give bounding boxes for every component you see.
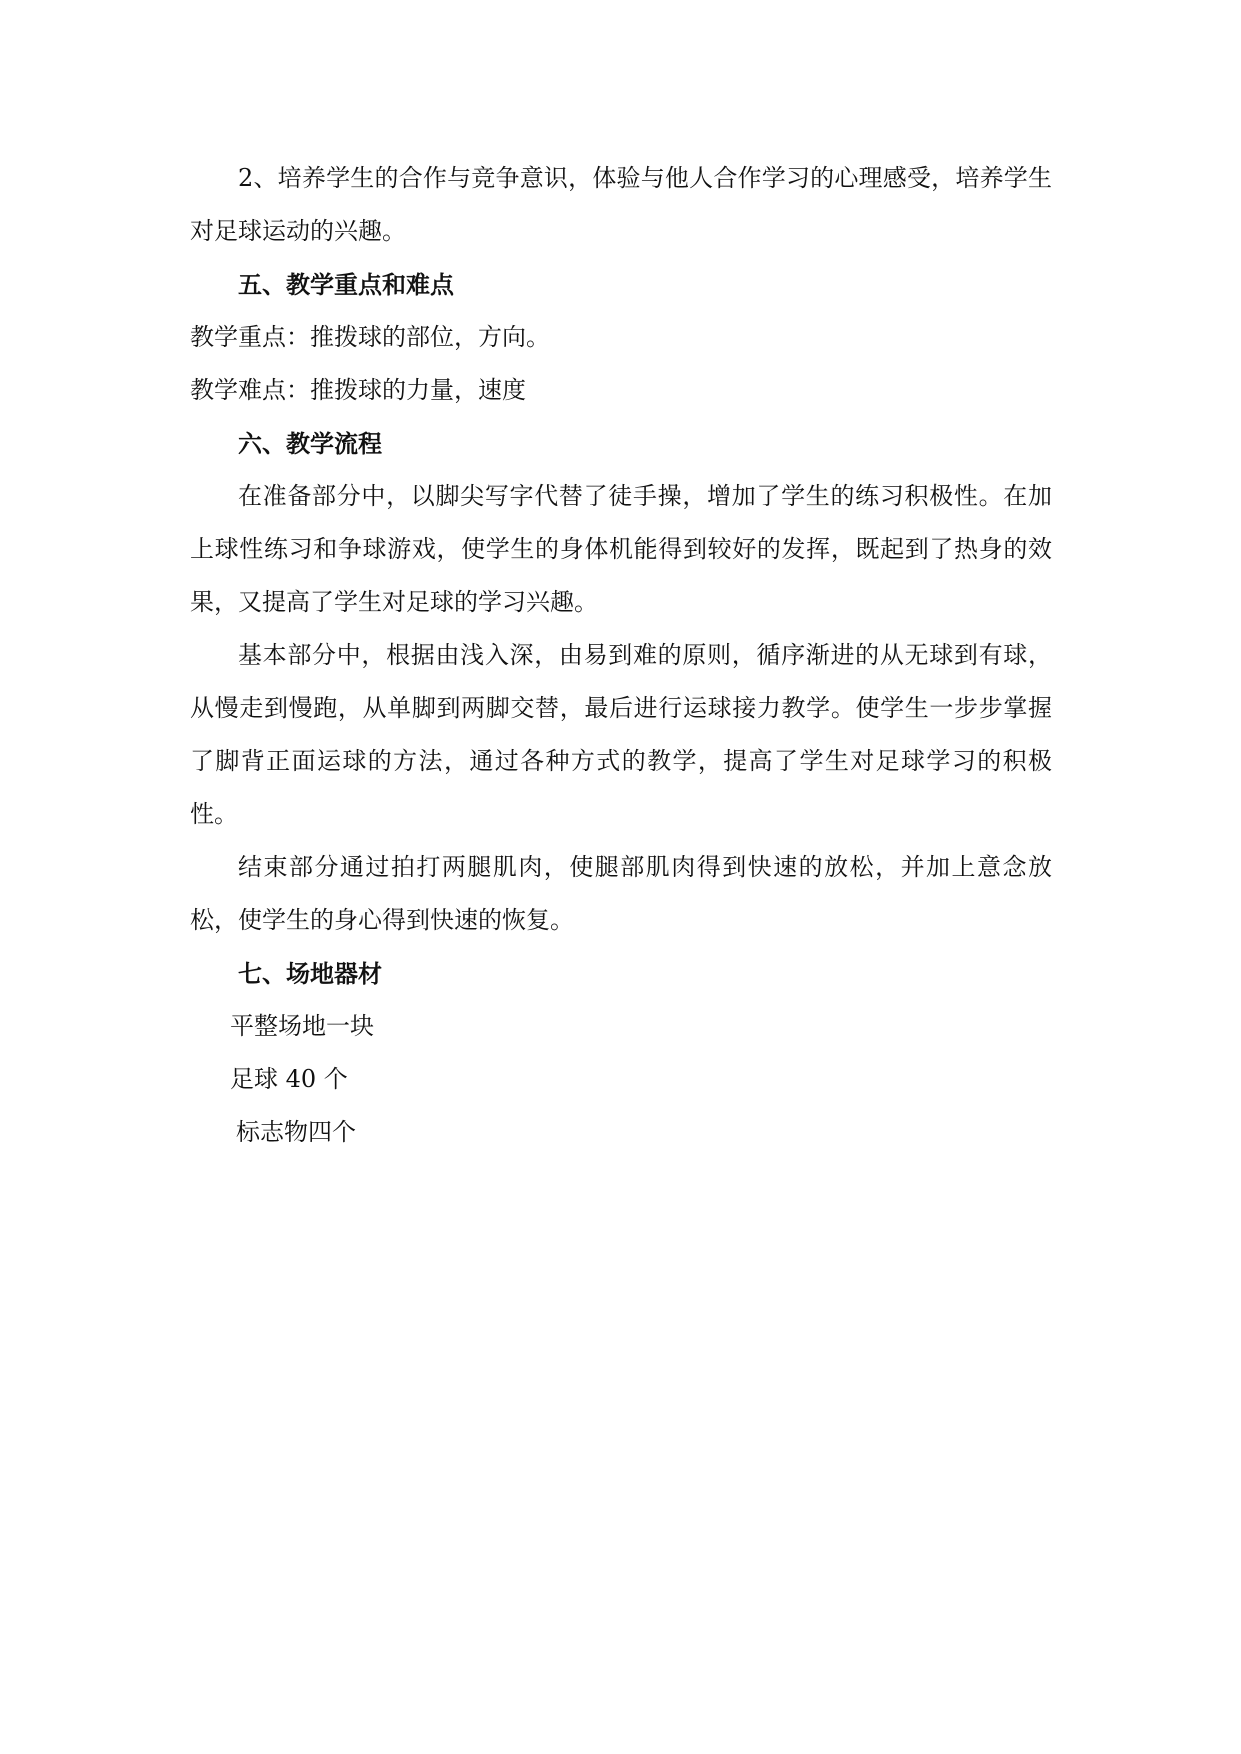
process-paragraph-ending: 结束部分通过拍打两腿肌肉，使腿部肌肉得到快速的放松，并加上意念放松，使学生的身心得到快速的恢复。 xyxy=(190,853,1052,934)
document-body xyxy=(190,152,1052,1159)
process-paragraph-preparation: 在准备部分中，以脚尖写字代替了徒手操，增加了学生的练习积极性。在加上球性练习和争球游戏，使学生的身体机能得到较好的发挥，既起到了热身的效果，又提高了学生对足球的学习兴趣。 xyxy=(190,482,1052,616)
equipment-item-markers: 标志物四个 xyxy=(236,1118,356,1146)
difficulty-text: 教学难点：推拨球的力量，速度 xyxy=(190,376,526,404)
section-heading-teaching-process: 六、教学流程 xyxy=(238,429,382,458)
process-paragraph-basic: 基本部分中，根据由浅入深，由易到难的原则，循序渐进的从无球到有球，从慢走到慢跑，从单脚到两脚交替，最后进行运球接力教学。使学生一步步掌握了脚背正面运球的方法，通过各种方式的教学，提高了学生对足球学习的积极性。 xyxy=(190,641,1052,828)
section-heading-equipment: 七、场地器材 xyxy=(238,959,382,988)
equipment-item-field: 平整场地一块 xyxy=(230,1012,374,1040)
section-heading-key-points: 五、教学重点和难点 xyxy=(238,270,454,299)
intro-paragraph: 2、培养学生的合作与竞争意识，体验与他人合作学习的心理感受，培养学生对足球运动的兴趣。 xyxy=(190,164,1052,245)
equipment-item-balls: 足球 40 个 xyxy=(230,1065,348,1093)
key-point-text: 教学重点：推拨球的部位，方向。 xyxy=(190,323,550,351)
